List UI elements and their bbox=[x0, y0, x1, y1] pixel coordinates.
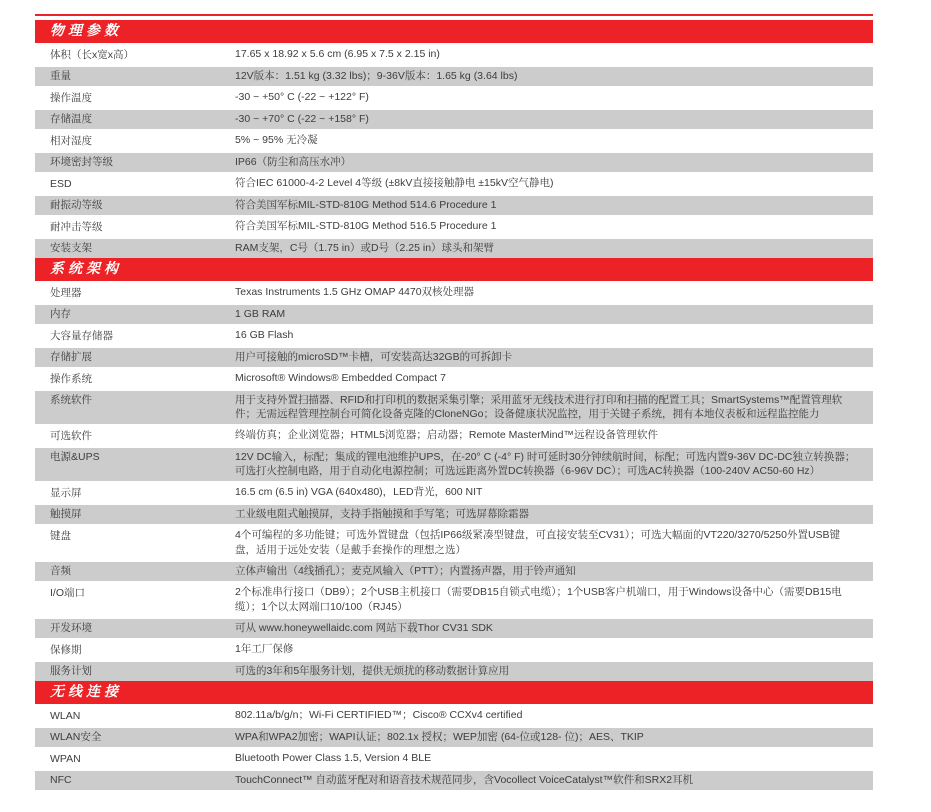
spec-label: ESD bbox=[50, 177, 72, 190]
spec-value: 12V版本：1.51 kg (3.32 lbs)；9-36V版本：1.65 kg (3.64 lbs) bbox=[235, 69, 518, 82]
spec-row bbox=[35, 481, 873, 503]
spec-row bbox=[35, 503, 873, 525]
spec-label: 保修期 bbox=[50, 643, 82, 656]
spec-value: 用户可接触的microSD™卡槽，可安装高达32GB的可拆卸卡 bbox=[235, 350, 513, 363]
spec-row bbox=[35, 129, 873, 151]
spec-row bbox=[35, 638, 873, 660]
spec-row bbox=[35, 581, 873, 617]
spec-label: 电源&UPS bbox=[50, 451, 100, 463]
section-header: 系统架构 bbox=[35, 258, 873, 281]
spec-label: 键盘 bbox=[50, 529, 71, 542]
spec-row bbox=[35, 86, 873, 108]
spec-value: 1 GB RAM bbox=[235, 307, 286, 320]
spec-row bbox=[35, 324, 873, 346]
spec-label: 环境密封等级 bbox=[50, 156, 113, 168]
spec-row bbox=[35, 424, 873, 446]
spec-label: 存储温度 bbox=[50, 113, 92, 125]
spec-label: 体积（长x宽x高） bbox=[50, 48, 134, 61]
spec-label: 处理器 bbox=[50, 286, 82, 299]
spec-label: 存储扩展 bbox=[50, 351, 92, 363]
spec-label: 安装支架 bbox=[50, 242, 92, 254]
spec-row bbox=[35, 43, 873, 65]
spec-value: 16 GB Flash bbox=[235, 329, 294, 341]
spec-label: 操作温度 bbox=[50, 91, 92, 104]
spec-row bbox=[35, 346, 873, 368]
top-rule bbox=[35, 14, 873, 16]
spec-row bbox=[35, 215, 873, 237]
spec-row bbox=[35, 617, 873, 639]
spec-row bbox=[35, 65, 873, 87]
section-header: 无线连接 bbox=[35, 681, 873, 704]
spec-label: 触摸屏 bbox=[50, 508, 82, 520]
spec-sheet bbox=[35, 14, 873, 790]
spec-label: NFC bbox=[50, 774, 72, 786]
spec-label: 系统软件 bbox=[50, 394, 92, 406]
spec-value: 2个标准串行接口（DB9）；2个USB主机接口（需要DB15自锁式电缆）；1个USB客户机端口，用于Windows设备中心（需要DB15电缆）；1个以太网端口10/100（RJ45） bbox=[235, 586, 842, 613]
spec-label: 可选软件 bbox=[50, 429, 92, 442]
spec-label: 耐振动等级 bbox=[50, 199, 103, 211]
spec-label: WLAN bbox=[50, 709, 81, 722]
spec-label: 操作系统 bbox=[50, 372, 92, 385]
spec-value: 802.11a/b/g/n；Wi-Fi CERTIFIED™；Cisco® CCXv4 certified bbox=[235, 709, 523, 721]
spec-label: 耐冲击等级 bbox=[50, 220, 103, 233]
spec-row bbox=[35, 704, 873, 726]
spec-label: 开发环境 bbox=[50, 622, 92, 634]
spec-value: Bluetooth Power Class 1.5, Version 4 BLE bbox=[235, 752, 432, 764]
spec-label: 音频 bbox=[50, 565, 71, 577]
spec-value: 符合美国军标MIL-STD-810G Method 516.5 Procedure 1 bbox=[235, 220, 497, 232]
spec-row bbox=[35, 108, 873, 130]
spec-label: I/O端口 bbox=[50, 586, 86, 599]
spec-row bbox=[35, 389, 873, 425]
spec-value: 符合美国军标MIL-STD-810G Method 514.6 Procedure 1 bbox=[235, 198, 497, 211]
spec-value: Microsoft® Windows® Embedded Compact 7 bbox=[235, 372, 446, 384]
spec-value: 4个可编程的多功能键；可选外置键盘（包括IP66级紧凑型键盘，可直接安装至CV31）；可选大幅面的VT220/3270/5250外置USB键盘，适用于远处安装（是戴手套操作的理想之选） bbox=[235, 529, 841, 556]
spec-row bbox=[35, 303, 873, 325]
spec-value: 12V DC输入，标配；集成的锂电池维护UPS，在-20° C (-4° F) 时可延时30分钟续航时间，标配；可选内置9-36V DC-DC独立转换器；可选打火控制电路，用于自动化电源控制；可选远距离外置DC转换器（6-96V DC）；可选AC转换器（100-240V AC50-60 Hz） bbox=[235, 450, 856, 477]
spec-value: 符合IEC 61000-4-2 Level 4等级 (±8kV直接接触静电 ±15kV空气静电) bbox=[235, 177, 554, 189]
spec-row bbox=[35, 194, 873, 216]
spec-label: 相对湿度 bbox=[50, 134, 92, 147]
spec-value: 用于支持外置扫描器、RFID和打印机的数据采集引擎；采用蓝牙无线技术进行打印和扫描的配置工具；SmartSystems™配置管理软件；无需远程管理控制台可简化设备克隆的CloneNGo；设备健康状况监控，用于关键子系统，拥有本地仪表板和远程监控能力 bbox=[235, 393, 843, 420]
spec-value: -30 ~ +50° C (-22 ~ +122° F) bbox=[235, 91, 369, 103]
spec-row bbox=[35, 151, 873, 173]
spec-row bbox=[35, 172, 873, 194]
spec-value: TouchConnect™ 自动蓝牙配对和语音技术规范同步，含Vocollect VoiceCatalyst™软件和SRX2耳机 bbox=[235, 773, 694, 786]
spec-label: 大容量存储器 bbox=[50, 329, 113, 342]
spec-section bbox=[35, 20, 873, 258]
spec-section bbox=[35, 681, 873, 790]
spec-label: WPAN bbox=[50, 752, 81, 765]
spec-row bbox=[35, 367, 873, 389]
spec-value: 16.5 cm (6.5 in) VGA (640x480)，LED背光，600 NIT bbox=[235, 486, 483, 498]
spec-value: WPA和WPA2加密；WAPI认证；802.1x 授权；WEP加密 (64-位或128- 位)；AES、TKIP bbox=[235, 730, 644, 743]
spec-value: -30 ~ +70° C (-22 ~ +158° F) bbox=[235, 112, 369, 125]
spec-row bbox=[35, 524, 873, 560]
spec-value: 17.65 x 18.92 x 5.6 cm (6.95 x 7.5 x 2.15 in) bbox=[235, 48, 440, 60]
spec-row bbox=[35, 660, 873, 682]
spec-sections bbox=[35, 20, 873, 790]
spec-value: Texas Instruments 1.5 GHz OMAP 4470双核处理器 bbox=[235, 286, 475, 298]
spec-value: IP66（防尘和高压水冲） bbox=[235, 155, 352, 168]
spec-row bbox=[35, 726, 873, 748]
spec-label: 显示屏 bbox=[50, 486, 82, 499]
spec-row bbox=[35, 560, 873, 582]
spec-row bbox=[35, 747, 873, 769]
spec-value: 1年工厂保修 bbox=[235, 643, 294, 655]
spec-row bbox=[35, 281, 873, 303]
spec-row bbox=[35, 237, 873, 259]
spec-value: 立体声输出（4线插孔）；麦克风输入（PTT）；内置扬声器，用于铃声通知 bbox=[235, 564, 576, 577]
spec-label: 重量 bbox=[50, 70, 71, 82]
spec-value: 终端仿真；企业浏览器；HTML5浏览器；启动器；Remote MasterMind™远程设备管理软件 bbox=[235, 429, 658, 441]
spec-row bbox=[35, 446, 873, 482]
spec-label: 服务计划 bbox=[50, 665, 92, 677]
spec-label: WLAN安全 bbox=[50, 731, 102, 743]
spec-label: 内存 bbox=[50, 308, 71, 320]
spec-value: 工业级电阻式触摸屏，支持手指触摸和手写笔；可选屏幕除霜器 bbox=[235, 507, 529, 520]
spec-section bbox=[35, 258, 873, 681]
spec-row bbox=[35, 769, 873, 791]
section-header: 物理参数 bbox=[35, 20, 873, 43]
spec-value: 5% ~ 95% 无冷凝 bbox=[235, 134, 318, 146]
spec-value: 可从 www.honeywellaidc.com 网站下载Thor CV31 SDK bbox=[235, 621, 493, 634]
spec-value: 可选的3年和5年服务计划，提供无烦扰的移动数据计算应用 bbox=[235, 664, 510, 677]
spec-value: RAM支架，C号（1.75 in）或D号（2.25 in）球头和架臂 bbox=[235, 241, 495, 254]
